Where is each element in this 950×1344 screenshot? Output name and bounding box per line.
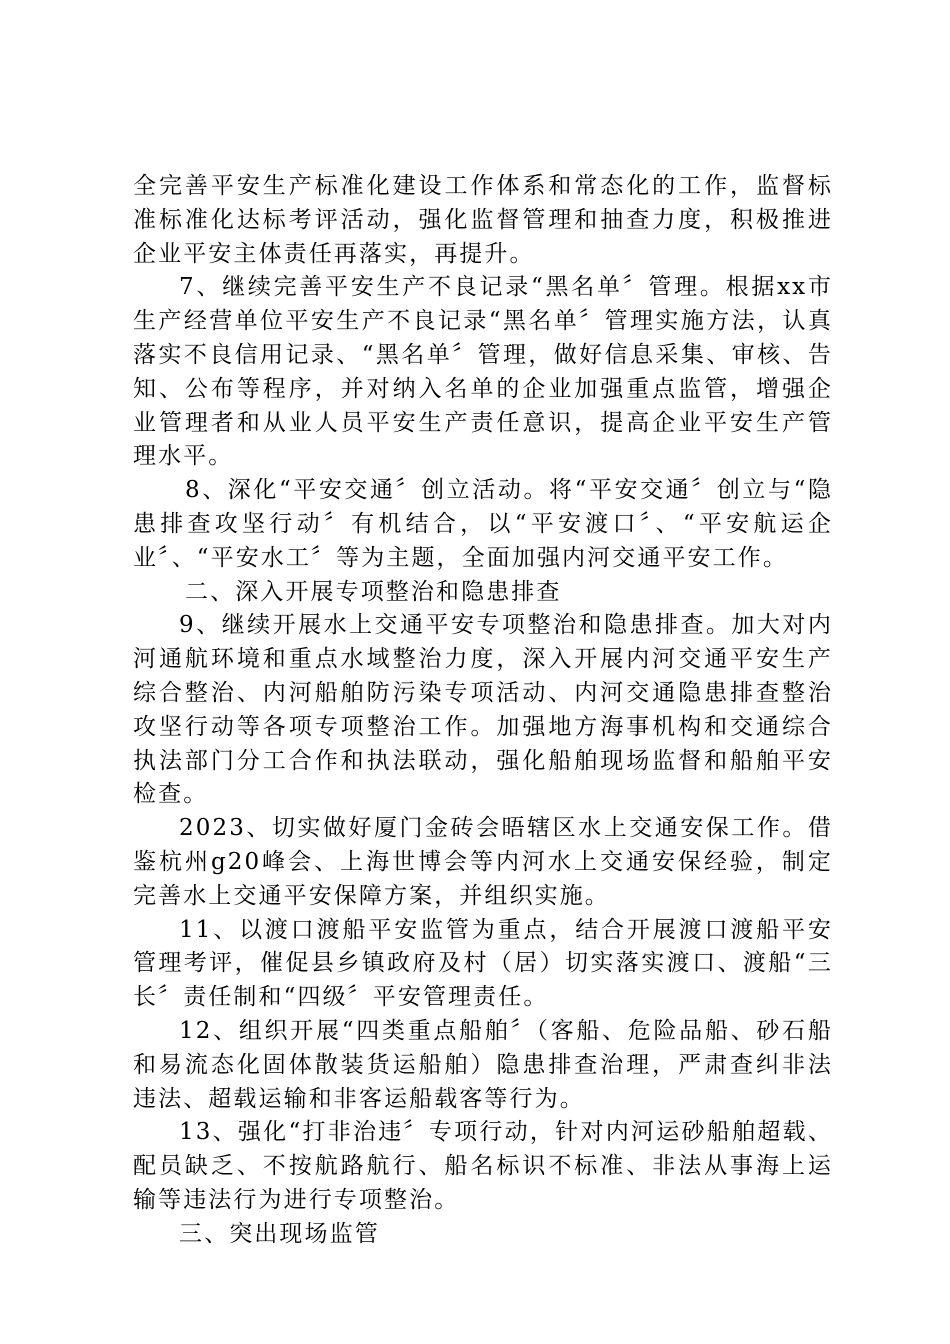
paragraph-item-12: 12、组织开展“四类重点船舶〞（客船、危险品船、砂石船和易流态化固体散装货运船舶）隐患排查治理，严肃查纠非法违法、超载运输和非客运船载客等行为。: [133, 1017, 833, 1112]
paragraph-item-7: 7、继续完善平安生产不良记录“黑名单〞管理。根据xx市生产经营单位平安生产不良记录“黑名单〞管理实施方法，认真落实不良信用记录、“黑名单〞管理，做好信息采集、审核、告知、公布等程序，并对纳入名单的企业加强重点监管，增强企业管理者和从业人员平安生产责任意识，提高企业平安生产管理水平。: [133, 274, 833, 470]
section-heading-2: 二、深入开展专项整治和隐患排查: [185, 578, 562, 605]
paragraph-item-13: 13、强化“打非治违〞专项行动，针对内河运砂船舶超载、配员缺乏、不按航路航行、船名标识不标准、非法从事海上运输等违法行为进行专项整治。: [133, 1119, 833, 1213]
paragraph-item-9: 9、继续开展水上交通平安专项整治和隐患排查。加大对内河通航环境和重点水域整治力度，深入开展内河交通平安生产综合整治、内河船舶防污染专项活动、内河交通隐患排查整治攻坚行动等各项专项整治工作。加强地方海事机构和交通综合执法部门分工合作和执法联动，强化船舶现场监督和船舶平安检查。: [133, 612, 833, 808]
paragraph-item-8: 8、深化“平安交通〞创立活动。将“平安交通〞创立与“隐患排查攻坚行动〞有机结合，以“平安渡口〞、“平安航运企业〞、“平安水工〞等为主题，全面加强内河交通平安工作。: [133, 477, 833, 571]
paragraph-item-11: 11、以渡口渡船平安监管为重点，结合开展渡口渡船平安管理考评，催促县乡镇政府及村（居）切实落实渡口、渡船“三长〞责任制和“四级〞平安管理责任。: [133, 916, 833, 1011]
document-body: [133, 170, 833, 1252]
paragraph-continuation: 全完善平安生产标准化建设工作体系和常态化的工作，监督标准标准化达标考评活动，强化监督管理和抽查力度，积极推进企业平安主体责任再落实，再提升。: [133, 173, 833, 267]
paragraph-item-10: 2023、切实做好厦门金砖会晤辖区水上交通安保工作。借鉴杭州g20峰会、上海世博会等内河水上交通安保经验，制定完善水上交通平安保障方案，并组织实施。: [133, 815, 833, 909]
section-heading-3: 三、突出现场监管: [179, 1220, 380, 1247]
